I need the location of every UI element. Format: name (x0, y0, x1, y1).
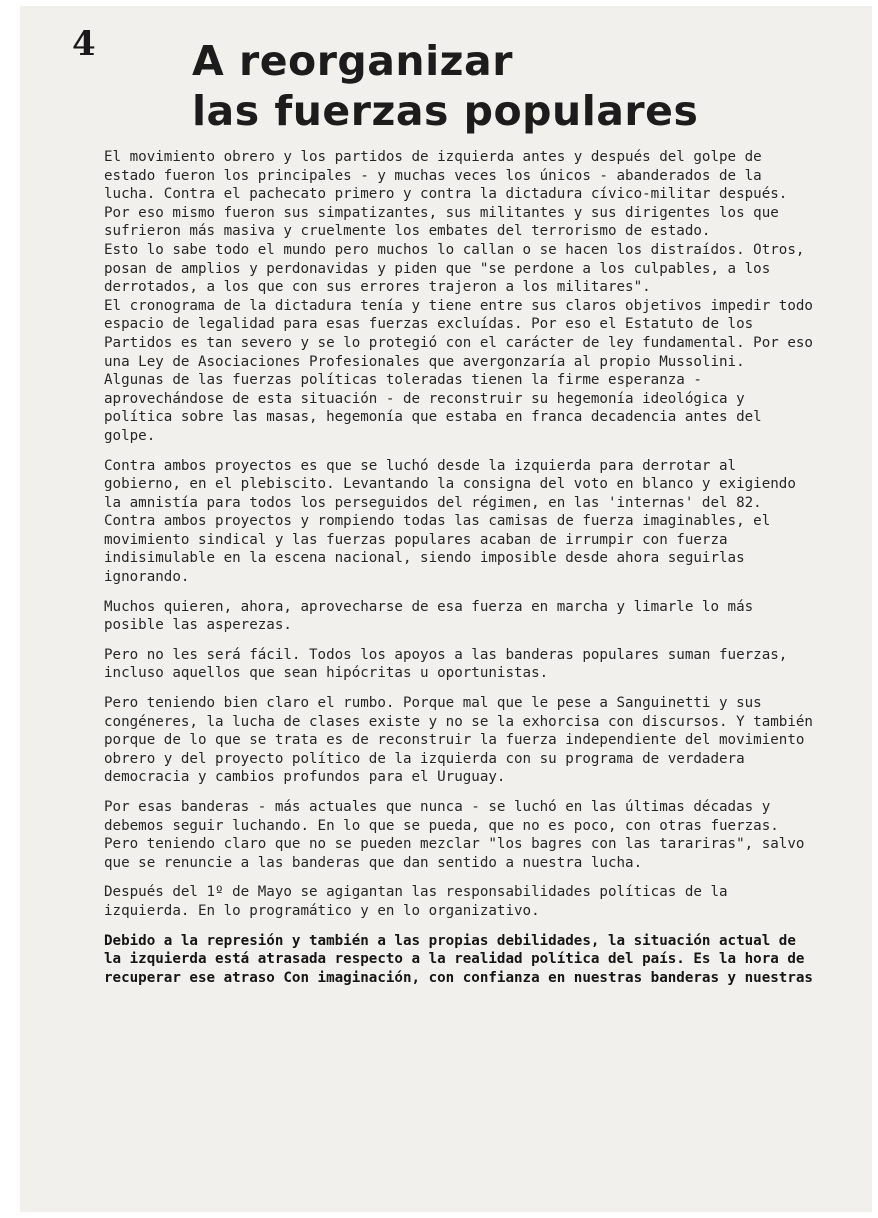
paragraph: Contra ambos proyectos y rompiendo todas las camisas de fuerza imaginables, el movimiento sindical y las fuerzas populares acaban de irrumpir con fuerza indisimulable en la escena nacional, siendo imposible desde ahora seguirlas ignorando. (104, 513, 771, 586)
paragraph: Muchos quieren, ahora, aprovecharse de esa fuerza en marcha y limarle lo más posible las asperezas. (104, 598, 754, 634)
paragraph: Pero teniendo bien claro el rumbo. Porque mal que le pese a Sanguinetti y sus congéneres, la lucha de clases existe y no se la exhorcisa con discursos. Y también porque de lo que se trata es de reconstruir la fuerza independiente del movimiento obrero y del proyecto político de la izquierda con su programa de verdadera democracia y cambios profundos para el Uruguay. (104, 695, 813, 786)
page-number: 4 (72, 24, 96, 64)
paragraph: Por eso mismo fueron sus simpatizantes, sus militantes y sus dirigentes los que sufrieron más masiva y cruelmente los embates del terrorismo de estado. (104, 204, 779, 240)
paragraph: Pero no les será fácil. Todos los apoyos a las banderas populares suman fuerzas, incluso aquellos que sean hipócritas u oportunistas. (104, 646, 788, 682)
title-line-1: A reorganizar (192, 37, 513, 85)
article-title (192, 36, 698, 136)
article-body (104, 148, 820, 987)
title-line-2: las fuerzas populares (192, 87, 699, 135)
paragraph-bold: Debido a la represión y también a las propias debilidades, la situación actual de la izquierda está atrasada respecto a la realidad política del país. Es la hora de recuperar ese atraso Con imaginación, con confianza en nuestras banderas y nuestras (104, 932, 813, 986)
paragraph: Contra ambos proyectos es que se luchó desde la izquierda para derrotar al gobierno, en el plebiscito. Levantando la consigna del voto en blanco y exigiendo la amnistía para todos los perseguidos del régimen, en las 'internas' del 82. (104, 457, 796, 511)
paragraph: Después del 1º de Mayo se agigantan las responsabilidades políticas de la izquierda. En lo programático y en lo organizativo. (104, 884, 728, 919)
paragraph: Esto lo sabe todo el mundo pero muchos lo callan o se hacen los distraídos. Otros, posan de amplios y perdonavidas y piden que "se perdone a los culpables, a los derrotados, a los que con sus errores trajeron a los militares". (104, 241, 805, 296)
paragraph: Por esas banderas - más actuales que nunca - se luchó en las últimas décadas y debemos seguir luchando. En lo que se pueda, que no es poco, con otras fuerzas. Pero teniendo claro que no se pueden mezclar "los bagres con las tarariras", salvo que se renuncie a las banderas que dan sentido a nuestra lucha. (104, 799, 805, 871)
paragraph: Algunas de las fuerzas políticas toleradas tienen la firme esperanza - aprovechándose de esta situación - de reconstruir su hegemonía ideológica y política sobre las masas, hegemonía que estaba en franca decadencia antes del golpe. (104, 372, 762, 444)
paragraph: El cronograma de la dictadura tenía y tiene entre sus claros objetivos impedir todo espacio de legalidad para esas fuerzas excluídas. Por eso el Estatuto de los Partidos es tan severo y se lo protegió con el carácter de ley fundamental. Por eso una Ley de Asociaciones Profesionales que avergonzaría al propio Mussolini. (104, 297, 813, 370)
paragraph: El movimiento obrero y los partidos de izquierda antes y después del golpe de estado fueron los principales - y muchas veces los únicos - abanderados de la lucha. Contra el pachecato primero y contra la dictadura cívico-militar después. (104, 149, 788, 203)
document-page (20, 6, 872, 1212)
